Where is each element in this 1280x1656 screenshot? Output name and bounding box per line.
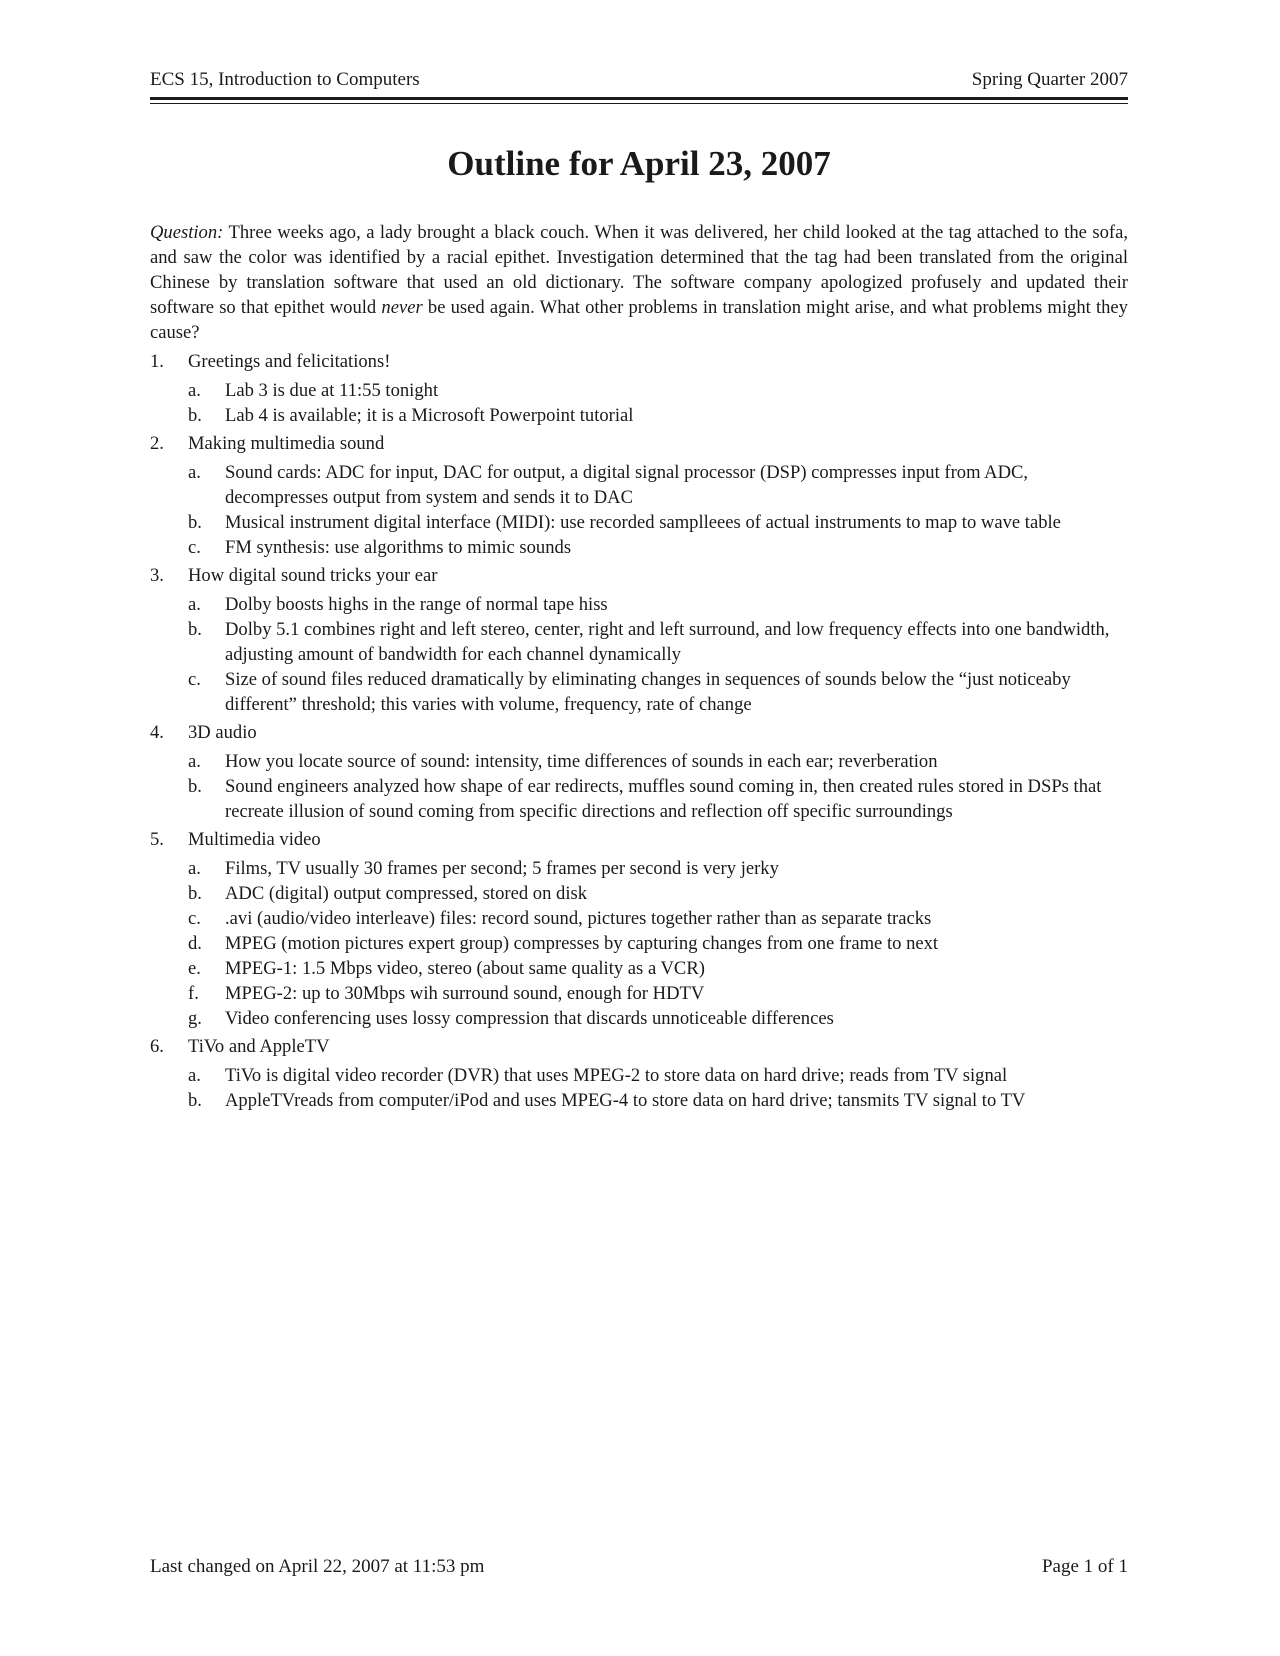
outline-subitem-label: f. [188,983,199,1004]
outline-content [150,220,1128,1113]
outline-subitem [188,956,1128,981]
outline-subitem-label: b. [188,512,202,533]
outline-subitem-label: c. [188,908,201,929]
outline-subitem [188,856,1128,881]
outline-subitem-label: b. [188,776,202,797]
outline-subitem-label: d. [188,933,202,954]
outline-item [150,1034,1128,1059]
outline-subitem-label: c. [188,669,201,690]
outline-subitem [188,592,1128,617]
question-paragraph [150,220,1128,345]
outline-subitem-text: MPEG (motion pictures expert group) compresses by capturing changes from one frame to next [225,933,939,954]
outline-subitem [188,403,1128,428]
outline-subitem-text: MPEG-1: 1.5 Mbps video, stereo (about same quality as a VCR) [225,958,705,979]
outline-item [150,349,1128,374]
outline-subitem [188,749,1128,774]
outline-subitem-text: ADC (digital) output compressed, stored on disk [225,883,588,904]
outline-subitem-label: a. [188,594,201,615]
outline-item-text: 3D audio [188,722,257,743]
outline-sublist [188,592,1128,717]
outline-item-text: TiVo and AppleTV [188,1036,330,1057]
outline-list [150,349,1128,1113]
outline-subitem-text: Dolby boosts highs in the range of normal tape hiss [225,594,608,615]
outline-item-text: Greetings and felicitations! [188,351,391,372]
header-rule-thin [150,103,1128,104]
question-text-after: be used again. What other problems in translation might arise, and what problems might they cause? [150,297,1128,343]
outline-sublist [188,460,1128,560]
outline-subitem-text: How you locate source of sound: intensity, time differences of sounds in each ear; reverberation [225,751,938,772]
outline-subitem [188,1063,1128,1088]
outline-item-number: 5. [150,829,164,850]
outline-subitem-text: AppleTVreads from computer/iPod and uses MPEG-4 to store data on hard drive; tansmits TV signal to TV [225,1090,1026,1111]
outline-subitem-text: Lab 3 is due at 11:55 tonight [225,380,439,401]
outline-subitem [188,774,1128,824]
outline-item [150,827,1128,852]
outline-subitem [188,460,1128,510]
outline-subitem-label: g. [188,1008,202,1029]
course-title: ECS 15, Introduction to Computers [150,69,420,90]
term: Spring Quarter 2007 [971,69,1128,90]
outline-subitem-text: Dolby 5.1 combines right and left stereo, center, right and left surround, and low frequency effects into one bandwidth, adjusting amount of bandwidth for each channel dynamically [225,619,1110,665]
question-label: Question: [150,222,224,243]
outline-sublist [188,749,1128,824]
outline-subitem [188,881,1128,906]
outline-subitem-label: e. [188,958,201,979]
outline-subitem-label: a. [188,462,201,483]
outline-sublist [188,1063,1128,1113]
outline-item-text: Making multimedia sound [188,433,385,454]
outline-subitem-text: TiVo is digital video recorder (DVR) that uses MPEG-2 to store data on hard drive; reads from TV signal [225,1065,1008,1086]
outline-subitem-text: Video conferencing uses lossy compression that discards unnoticeable differences [225,1008,834,1029]
page-footer [150,1555,1128,1579]
outline-subitem-text: Sound cards: ADC for input, DAC for output, a digital signal processor (DSP) compresses input from ADC, decompresses output from system and sends it to DAC [225,462,1029,508]
outline-item-number: 3. [150,565,164,586]
outline-item-number: 1. [150,351,164,372]
outline-subitem-text: Lab 4 is available; it is a Microsoft Powerpoint tutorial [225,405,634,426]
outline-subitem-label: b. [188,619,202,640]
outline-subitem [188,931,1128,956]
outline-subitem-text: Films, TV usually 30 frames per second; 5 frames per second is very jerky [225,858,779,879]
outline-subitem-text: Sound engineers analyzed how shape of ear redirects, muffles sound coming in, then created rules stored in DSPs that recreate illusion of sound coming from specific directions and reflection off specific surroundings [225,776,1102,822]
outline-subitem [188,1088,1128,1113]
outline-sublist [188,856,1128,1031]
outline-subitem-label: b. [188,1090,202,1111]
outline-subitem-label: a. [188,380,201,401]
outline-subitem-label: b. [188,405,202,426]
outline-item-number: 2. [150,433,164,454]
outline-item-number: 4. [150,722,164,743]
outline-item [150,720,1128,745]
page-title: Outline for April 23, 2007 [447,144,831,183]
outline-sublist [188,378,1128,428]
outline-subitem-label: b. [188,883,202,904]
outline-subitem [188,1006,1128,1031]
outline-subitem [188,906,1128,931]
outline-item-text: Multimedia video [188,829,321,850]
outline-subitem-text: .avi (audio/video interleave) files: record sound, pictures together rather than as separate tracks [225,908,932,929]
last-changed: Last changed on April 22, 2007 at 11:53 pm [150,1556,485,1577]
outline-subitem [188,981,1128,1006]
outline-subitem-label: a. [188,858,201,879]
outline-item [150,563,1128,588]
outline-subitem-text: Size of sound files reduced dramatically by eliminating changes in sequences of sounds below the “just noticeaby different” threshold; this varies with volume, frequency, rate of change [225,669,1071,715]
outline-subitem [188,535,1128,560]
header-rule-thick [150,97,1128,100]
outline-subitem-text: MPEG-2: up to 30Mbps wih surround sound, enough for HDTV [225,983,705,1004]
outline-subitem-text: FM synthesis: use algorithms to mimic sounds [225,537,572,558]
outline-subitem [188,510,1128,535]
outline-subitem-label: a. [188,751,201,772]
outline-item-text: How digital sound tricks your ear [188,565,438,586]
outline-subitem-label: a. [188,1065,201,1086]
outline-subitem [188,617,1128,667]
page-number: Page 1 of 1 [1041,1556,1128,1577]
outline-subitem [188,667,1128,717]
outline-subitem-text: Musical instrument digital interface (MIDI): use recorded samplleees of actual instruments to map to wave table [225,512,1061,533]
question-emphasis: never [381,297,423,318]
outline-subitem [188,378,1128,403]
question-text-before: Three weeks ago, a lady brought a black couch. When it was delivered, her child looked at the tag attached to the sofa, and saw the color was identified by a racial epithet. Investigation determined that the tag had been translated from the original Chinese by translation software that used an old dictionary. The software company apologized profusely and updated their software so that epithet would [150,222,1128,318]
outline-item [150,431,1128,456]
outline-subitem-label: c. [188,537,201,558]
outline-item-number: 6. [150,1036,164,1057]
page-header [150,68,1128,92]
